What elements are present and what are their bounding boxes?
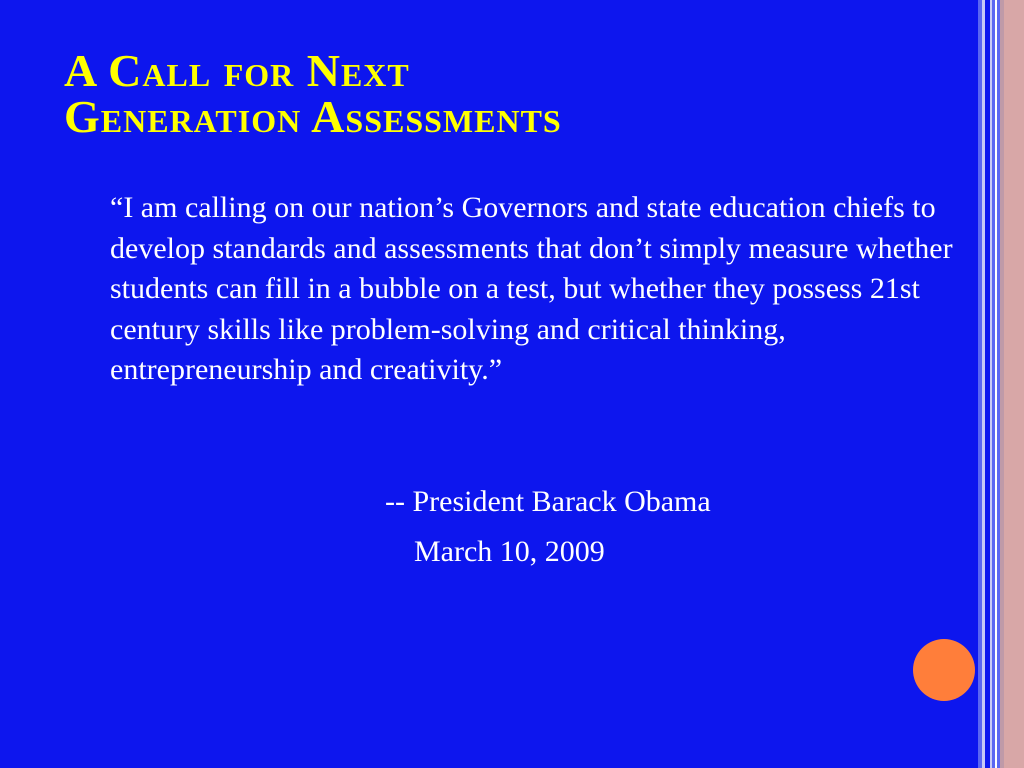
quote-date: March 10, 2009 (414, 535, 605, 568)
decorative-circle (913, 639, 975, 701)
slide-title (64, 45, 562, 142)
title-line-2: Generation Assessments (64, 91, 562, 142)
quote-text: “I am calling on our nation’s Governors and state education chiefs to develop standards and assessments that don’t simply measure whether students can fill in a bubble on a test, but whether they possess 21st century skills like problem-solving and critical thinking, entrepreneurship and creativity.” (110, 191, 953, 386)
border-stripe (1004, 0, 1024, 768)
title-line-1: A Call for Next (64, 45, 410, 96)
quote-attribution: -- President Barack Obama (385, 485, 711, 518)
